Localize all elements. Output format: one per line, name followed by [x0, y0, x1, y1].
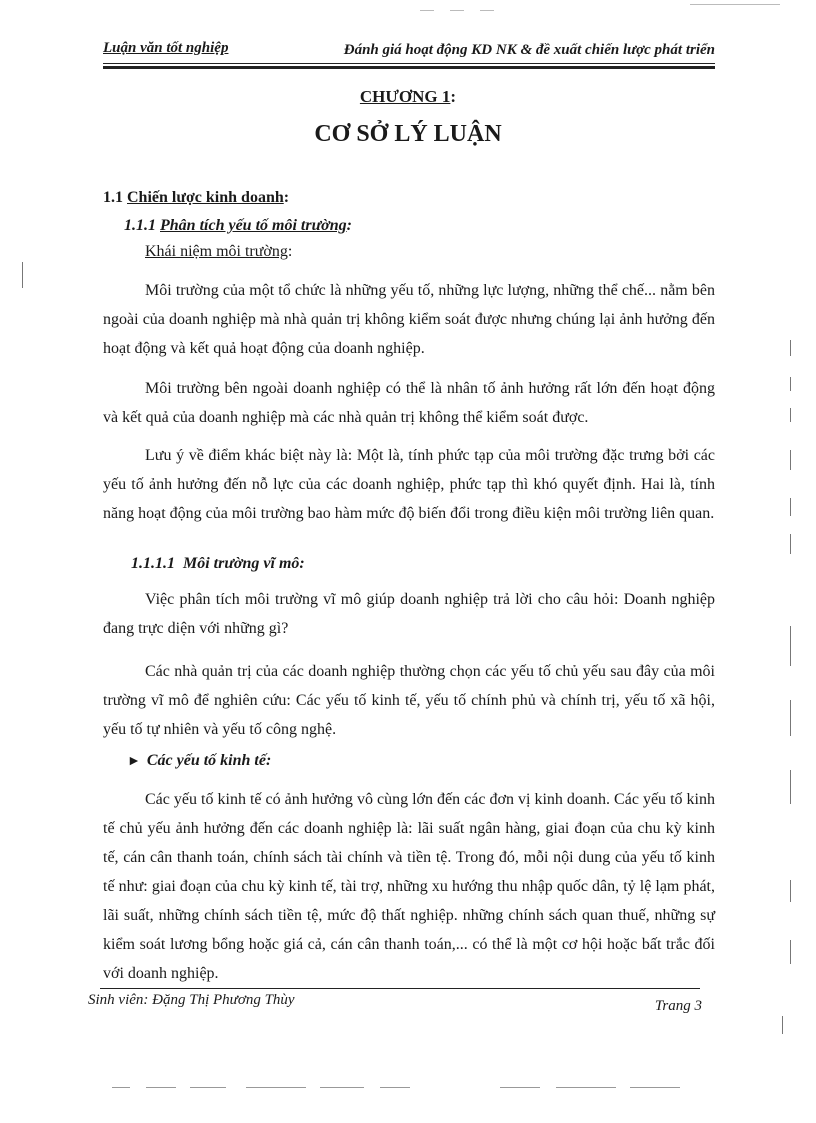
paragraph: Việc phân tích môi trường vĩ mô giúp doanh nghiệp trả lời cho câu hỏi: Doanh nghiệp đang trực diện với những gì?	[103, 591, 715, 637]
subsection-number: 1.1.1	[124, 217, 156, 234]
header-right-text: Đánh giá hoạt động KD NK & đề xuất chiến lược phát triển	[343, 42, 715, 58]
scan-artifact-mark	[246, 1087, 306, 1088]
scan-artifact-mark	[790, 408, 791, 422]
footer-page-number: Trang 3	[654, 998, 702, 1014]
section-heading-1-1-1	[124, 217, 352, 235]
paragraph: Môi trường của một tổ chức là những yếu tố, những lực lượng, những thể chế... nằm bên ngoài của doanh nghiệp mà nhà quản trị không kiểm soát được nhưng chúng lại ảnh hưởng đến hoạt động và kết quả hoạt động của doanh nghiệp.	[103, 282, 715, 357]
header-rule-thick	[103, 66, 715, 69]
scan-artifact-mark	[790, 880, 791, 902]
scan-artifact-mark	[630, 1087, 680, 1088]
scan-artifact-mark	[556, 1087, 616, 1088]
bullet-heading-economic	[127, 752, 271, 770]
scan-artifact-mark	[790, 534, 791, 554]
section-colon: :	[283, 189, 290, 206]
page-header	[103, 38, 715, 60]
header-rule-thin	[103, 63, 715, 64]
scan-artifact-mark	[320, 1087, 364, 1088]
section-number: 1.1	[103, 189, 123, 206]
paragraph: Các yếu tố kinh tế có ảnh hưởng vô cùng lớn đến các đơn vị kinh doanh. Các yếu tố kinh tế chủ yếu ảnh hưởng đến các doanh nghiệp là: lãi suất ngân hàng, giai đoạn của chu kỳ kinh tế, cán cân thanh toán, chính sách tài chính và tiền tệ. Trong đó, mỗi nội dung của yếu tố kinh tế như: giai đoạn của chu kỳ kinh tế, tài trợ, những xu hướng thu nhập quốc dân, tỷ lệ lạm phát, lãi suất, những chính sách tiền tệ, mức độ thất nghiệp. những chính sách quan thuế, những sự kiểm soát lương bổng hoặc giá cả, cán cân thanh toán,... có thể là một cơ hội hoặc bất trắc đối với doanh nghiệp.	[103, 791, 715, 982]
scan-artifact-mark	[790, 450, 791, 470]
header-left-text: Luận văn tốt nghiệp	[103, 40, 229, 56]
concept-title: Khái niệm môi trường	[145, 243, 288, 260]
scan-artifact-mark	[790, 498, 791, 516]
subsection-title: Phân tích yếu tố môi trường	[160, 217, 347, 234]
scan-artifact-mark	[790, 340, 791, 356]
scan-artifact-mark	[450, 10, 464, 11]
paragraph: Lưu ý về điểm khác biệt này là: Một là, tính phức tạp của môi trường đặc trưng bởi các yếu tố ảnh hưởng đến nỗ lực của các doanh nghiệp, phức tạp thì khó quyết định. Hai là, tính năng hoạt động của môi trường bao hàm mức độ biến đổi trong điều kiện môi trường liên quan.	[103, 447, 715, 522]
footer-rule	[100, 988, 700, 989]
scan-artifact-mark	[22, 262, 23, 288]
scan-artifact-mark	[690, 4, 780, 5]
scan-artifact-mark	[480, 10, 494, 11]
scan-artifact-mark	[420, 10, 434, 11]
chapter-label-text: CHƯƠNG 1	[359, 87, 451, 106]
paragraph: Các nhà quản trị của các doanh nghiệp thường chọn các yếu tố chủ yếu sau đây của môi trường vĩ mô để nghiên cứu: Các yếu tố kinh tế, yếu tố chính phủ và chính trị, yếu tố xã hội, yếu tố tự nhiên và yếu tố công nghệ.	[103, 663, 715, 738]
concept-colon: :	[287, 243, 293, 260]
bullet-heading-title: Các yếu tố kinh tế:	[146, 752, 272, 769]
scan-artifact-mark	[190, 1087, 226, 1088]
subsubsection-title: Môi trường vĩ mô:	[183, 555, 305, 572]
paragraph: Môi trường bên ngoài doanh nghiệp có thể là nhân tố ảnh hưởng rất lớn đến hoạt động và kết quả của doanh nghiệp mà các nhà quản trị không thể kiểm soát được.	[103, 380, 715, 426]
section-heading-1-1	[103, 189, 289, 207]
triangle-bullet-icon: ►	[127, 754, 141, 769]
scan-artifact-mark	[790, 626, 791, 666]
subsection-colon: :	[346, 217, 352, 234]
scan-artifact-mark	[790, 940, 791, 964]
chapter-colon: :	[450, 87, 457, 106]
footer-student: Sinh viên: Đặng Thị Phương Thùy	[88, 992, 295, 1008]
scan-artifact-mark	[146, 1087, 176, 1088]
chapter-label	[0, 87, 816, 107]
page-footer	[88, 992, 702, 1016]
section-heading-1-1-1-1	[131, 555, 305, 573]
scan-artifact-mark	[380, 1087, 410, 1088]
scan-artifact-mark	[790, 700, 791, 736]
subsubsection-number: 1.1.1.1	[131, 555, 175, 572]
scan-artifact-mark	[500, 1087, 540, 1088]
scan-artifact-mark	[112, 1087, 130, 1088]
chapter-title: CƠ SỞ LÝ LUẬN	[314, 121, 502, 147]
scan-artifact-mark	[782, 1016, 783, 1034]
scan-artifact-mark	[790, 377, 791, 391]
section-title: Chiến lược kinh doanh	[127, 189, 284, 206]
scan-artifact-mark	[790, 770, 791, 804]
concept-heading	[145, 243, 292, 261]
